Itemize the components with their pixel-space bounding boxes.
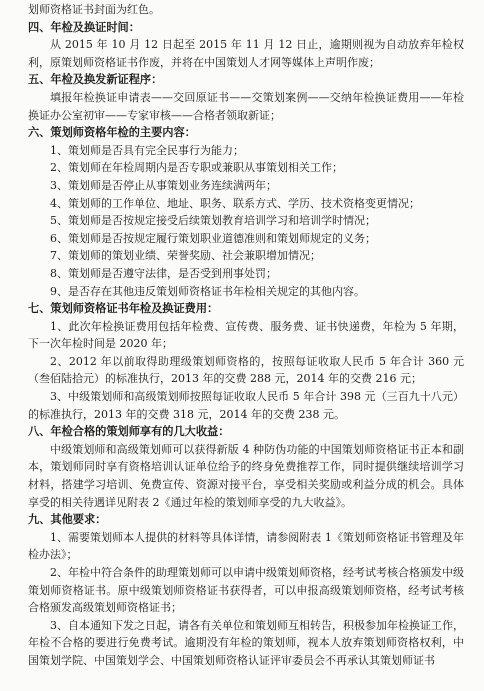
- paragraph: 9、是否存在其他违反策划师资格证书年检相关规定的其他内容。: [50, 284, 365, 298]
- section-heading: 五、年检及换发新证程序：: [28, 73, 163, 87]
- paragraph: 3、策划师是否停止从事策划业务连续满两年；: [50, 178, 277, 192]
- paragraph: 2、年检中符合条件的助理策划师可以申请中级策划师资格，经考试考核合格颁发中级策划师资格证书。原中级策划师资格证书获得者，可以申报高级策划师资格，经考试考核合格颁发高级策划师资格证书；: [28, 566, 464, 615]
- paragraph: 3、自本通知下发之日起，请各有关单位和策划师互相转告，积极参加年检换证工作，年检不合格的要进行免费考试。逾期没有年检的策划师，视本人放弃策划师资格权利，中国策划学院、中国策划学会、中国策划师资格认证评审委员会不再承认其策划师证书: [28, 618, 464, 667]
- section-heading: 七、策划师资格证书年检及换证费用：: [28, 302, 219, 316]
- section-heading: 八、年检合格的策划师享有的几大收益：: [28, 425, 230, 439]
- section-heading: 六、策划师资格年检的主要内容：: [28, 126, 196, 140]
- paragraph: 3、中级策划师和高级策划师按照每证收取人民币 5 年合计 398 元（三百九十八元）的标准执行，2013 年的交费 318 元，2014 年的交费 238 元。: [28, 390, 464, 421]
- section-heading: 九、其他要求：: [28, 513, 107, 527]
- paragraph: 1、需要策划师本人提供的材料等具体详情，请参阅附表 1《策划师资格证书管理及年检办法》；: [28, 530, 464, 562]
- paragraph: 中级策划师和高级策划师可以获得新版 4 种防伪功能的中国策划师资格证书正本和副本，策划师同时享有资格培训认证单位给予的终身免费推荐工作，同时提供继续培训学习材料，搭建学习培训、免费宣传、资源对接平台，享受相关奖励或利益分成的机会。具体享受的相关待遇详见附表 2《通过年检的策划师享受的九大收益》。: [28, 442, 464, 509]
- section-heading: 四、年检及换证时间：: [28, 20, 140, 34]
- paragraph: 2、策划师在年检周期内是否专职或兼职从事策划相关工作；: [50, 161, 343, 175]
- paragraph: 7、策划师的策划业绩、荣誉奖励、社会兼职增加情况；: [50, 249, 321, 263]
- paragraph: 4、策划师的工作单位、地址、职务、联系方式、学历、技术资格变更情况；: [50, 196, 420, 210]
- paragraph: 2、2012 年以前取得助理级策划师资格的，按照每证收取人民币 5 年合计 360 元（叁佰陆拾元）的标准执行，2013 年的交费 288 元，2014 年的交费 216 元；: [28, 354, 464, 386]
- paragraph: 从 2015 年 10 月 12 日起至 2015 年 11 月 12 日止，逾期则视为自动放弃年检权利，原策划师资格证书作废，并将在中国策划人才网等媒体上声明作废；: [28, 38, 464, 69]
- paragraph: 8、策划师是否遵守法律，是否受到刑事处罚；: [50, 266, 277, 280]
- paragraph: 划师资格证书封面为红色。: [28, 3, 160, 16]
- paragraph: 5、策划师是否按规定接受后续策划教育培训学习和培训学时情况；: [50, 214, 376, 228]
- paragraph: 填报年检换证申请表——交回原证书——交策划案例——交纳年检换证费用——年检换证办公室初审——专家审核——合格者领取新证；: [28, 90, 464, 122]
- paragraph: 1、策划师是否具有完全民事行为能力；: [50, 143, 244, 157]
- paragraph: 6、策划师是否按规定履行策划职业道德准则和策划师规定的义务；: [50, 231, 376, 245]
- paragraph: 1、此次年检换证费用包括年检费、宣传费、服务费、证书快递费，年检为 5 年期，下一次年检时间是 2020 年；: [28, 319, 464, 351]
